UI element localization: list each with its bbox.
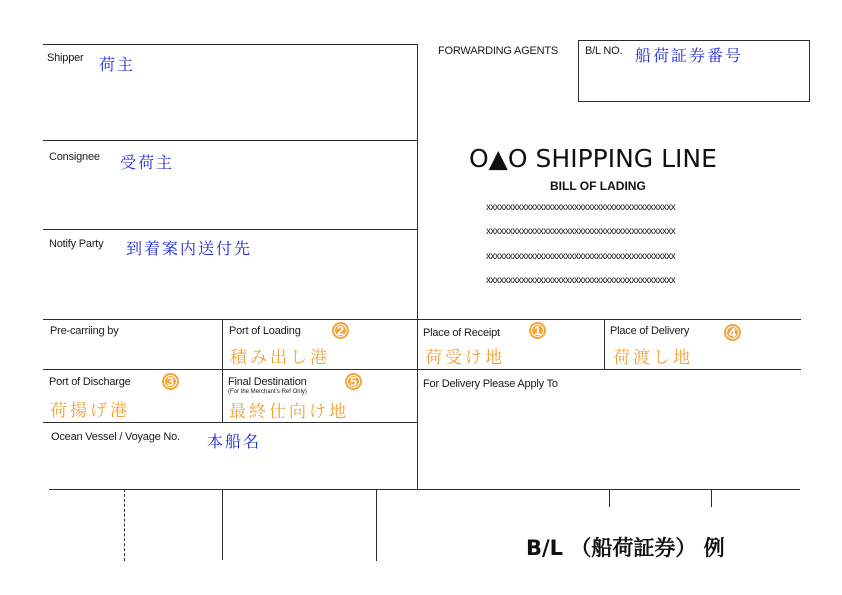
shipper-value: 荷主: [99, 55, 136, 74]
rule-bottom-col-2: [222, 489, 223, 560]
port-of-loading-label: Port of Loading: [229, 325, 301, 337]
number-badge-icon: 5: [345, 373, 362, 390]
port-of-discharge-label: Port of Discharge: [49, 376, 131, 388]
rule-dashed-vertical: [124, 489, 125, 561]
rule-bottom-col-4: [609, 489, 610, 507]
rule-shipper-bottom: [43, 140, 418, 141]
place-of-receipt-value: 荷受け地: [425, 348, 505, 368]
ocean-vessel-value: 本船名: [207, 432, 262, 451]
consignee-value: 受荷主: [120, 153, 175, 172]
rule-delivery-left: [604, 319, 605, 369]
port-of-discharge-value: 荷揚げ港: [50, 401, 130, 421]
rule-routing-middle: [43, 369, 801, 370]
placeholder-line: xxxxxxxxxxxxxxxxxxxxxxxxxxxxxxxxxxxxxxxxxxx: [486, 251, 676, 262]
shipper-label: Shipper: [47, 52, 84, 64]
placeholder-line: xxxxxxxxxxxxxxxxxxxxxxxxxxxxxxxxxxxxxxxxxxx: [486, 226, 676, 237]
bl-number-label: B/L NO.: [585, 45, 623, 57]
notify-party-value: 到着案内送付先: [126, 239, 253, 258]
pre-carriage-label: Pre-carriing by: [50, 325, 119, 337]
rule-bottom-col-3: [376, 489, 377, 561]
number-badge-icon: 3: [162, 373, 179, 390]
placeholder-line: xxxxxxxxxxxxxxxxxxxxxxxxxxxxxxxxxxxxxxxxxxx: [486, 202, 676, 213]
number-badge-icon: 4: [724, 324, 741, 341]
rule-top-left: [43, 44, 418, 45]
place-of-receipt-label: Place of Receipt: [423, 327, 500, 339]
number-badge-icon: 2: [332, 322, 349, 339]
rule-bottom-col-5: [711, 489, 712, 507]
rule-loading-left: [222, 319, 223, 422]
notify-party-label: Notify Party: [49, 238, 104, 250]
rule-routing-top: [43, 319, 801, 320]
bl-number-value: 船荷証券番号: [635, 46, 744, 65]
rule-center-vertical: [417, 44, 418, 490]
ocean-vessel-label: Ocean Vessel / Voyage No.: [51, 431, 180, 443]
consignee-label: Consignee: [49, 151, 100, 163]
document-title: BILL OF LADING: [550, 179, 646, 193]
rule-consignee-bottom: [43, 229, 418, 230]
company-name: O▲O SHIPPING LINE: [469, 144, 717, 173]
place-of-delivery-value: 荷渡し地: [613, 348, 693, 368]
final-destination-note: (For the Merchant’s Ref Only): [228, 389, 307, 395]
number-badge-icon: 1: [529, 322, 546, 339]
final-destination-value: 最終仕向け地: [229, 402, 349, 422]
port-of-loading-value: 積み出し港: [230, 348, 330, 368]
forwarding-agents-label: FORWARDING AGENTS: [438, 45, 559, 57]
delivery-apply-label: For Delivery Please Apply To: [423, 378, 558, 390]
caption: B/L （船荷証券） 例: [526, 536, 725, 560]
place-of-delivery-label: Place of Delivery: [610, 325, 690, 337]
placeholder-line: xxxxxxxxxxxxxxxxxxxxxxxxxxxxxxxxxxxxxxxxxxx: [486, 275, 676, 286]
rule-vessel-top: [43, 422, 418, 423]
final-destination-label: Final Destination: [228, 376, 307, 388]
rule-bottom: [49, 489, 800, 490]
